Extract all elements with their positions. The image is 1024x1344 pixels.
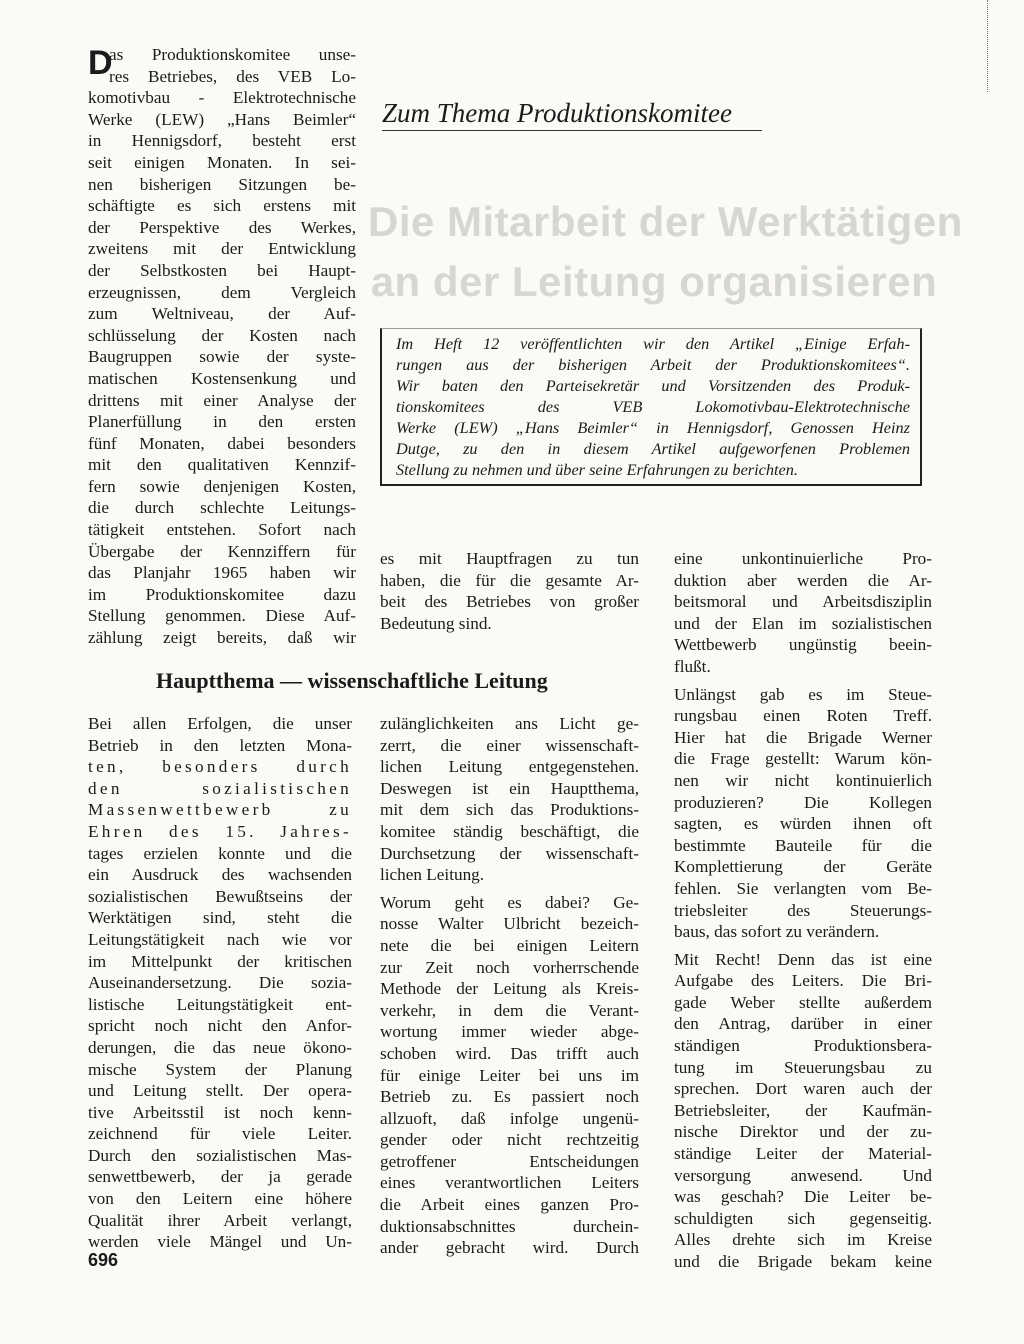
text-line: versorgung anwesend. Und: [674, 1165, 932, 1185]
middle-column-top: [380, 548, 639, 634]
middle-column-bottom: [380, 713, 639, 1259]
text-line: nen wir nicht kontinuierlich: [674, 770, 932, 790]
text-line: schuldigten sich gegenseitig.: [674, 1208, 932, 1228]
text-line: nen bisherigen Sitzungen be-: [88, 174, 356, 194]
text-line: zur Zeit noch vorherrschende: [380, 957, 639, 977]
text-line: tung im Steuerungsbau zu: [674, 1057, 932, 1077]
text-line: rungsbau einen Roten Treff.: [674, 706, 932, 726]
headline: [368, 192, 963, 312]
text-line: die Arbeit eines ganzen Pro-: [380, 1195, 639, 1215]
text-line: ten, besonders durch: [88, 757, 352, 777]
text-line: es mit Hauptfragen zu tun: [380, 549, 639, 568]
text-line: Werktätigen sind, steht die: [88, 908, 352, 928]
text-line: bestimmte Bauteile für die: [674, 835, 932, 855]
text-line: den sozialistischen: [88, 778, 352, 798]
text-line: seit einigen Monaten. In sei-: [88, 152, 356, 172]
text-line: Unlängst gab es im Steue-: [674, 684, 932, 704]
text-line: Dutge, zu den in diesem Artikel aufgeworfenen Problemen: [396, 439, 910, 458]
text-line: schlüsselung der Kosten nach: [88, 325, 356, 345]
text-line: Bei allen Erfolgen, die unser: [88, 714, 352, 733]
text-line: im Mittelpunkt der kritischen: [88, 951, 352, 971]
text-line: tive Arbeitsstil ist noch kenn-: [88, 1102, 352, 1122]
text-line: erzeugnissen, dem Vergleich: [88, 282, 356, 302]
text-line: fünf Monaten, dabei besonders: [88, 433, 356, 453]
drop-cap: D: [88, 44, 113, 82]
text-line: spricht noch nicht den Anfor-: [88, 1016, 352, 1036]
text-line: Auseinandersetzung. Die sozia-: [88, 973, 352, 993]
text-line: gade Weber stellte außerdem: [674, 992, 932, 1012]
text-line: das Planjahr 1965 haben wir: [88, 563, 356, 583]
text-line: komitee ständig beschäftigt, die: [380, 821, 639, 841]
text-line: eine unkontinuierliche Pro-: [674, 549, 932, 568]
text-line: Leitungstätigkeit nach wie vor: [88, 929, 352, 949]
text-line: sagten, es würden ihnen oft: [674, 814, 932, 834]
text-line: Aufgabe des Leiters. Die Bri-: [674, 971, 932, 991]
text-line: ständigen Produktionsbera-: [674, 1036, 932, 1056]
text-line: ander gebracht wird. Durch: [380, 1238, 639, 1258]
text-line: sozialistischen Bewußtseins der: [88, 886, 352, 906]
text-line: Übergabe der Kennziffern für: [88, 541, 356, 561]
text-line: zulänglichkeiten ans Licht ge-: [380, 714, 639, 733]
text-line: rungen aus der bisherigen Arbeit der Produktionskomitees“.: [396, 355, 910, 374]
text-line: fern sowie denjenigen Kosten,: [88, 476, 356, 496]
text-line: und die Brigade bekam keine: [674, 1252, 932, 1271]
text-line: tages erzielen konnte und die: [88, 843, 352, 863]
text-line: was geschah? Die Leiter be-: [674, 1187, 932, 1207]
text-line: im Produktionskomitee dazu: [88, 584, 356, 604]
text-line: res Betriebes, des VEB Lo-: [109, 66, 356, 86]
text-line: und Leitung stellt. Der opera-: [88, 1081, 352, 1101]
text-line: zeichnend für viele Leiter.: [88, 1124, 352, 1144]
text-line: flußt.: [674, 656, 711, 676]
text-line: Hier hat die Brigade Werner: [674, 727, 932, 747]
text-line: Planerfüllung in den ersten: [88, 412, 356, 432]
text-line: duktion aber werden die Ar-: [674, 570, 932, 590]
text-line: Mit Recht! Denn das ist eine: [674, 949, 932, 969]
text-line: Komplettierung der Geräte: [674, 857, 932, 877]
text-line: Werke (LEW) „Hans Beimler“ in Hennigsdorf, Genossen Heinz: [396, 418, 910, 437]
text-line: nische Direktor und der zu-: [674, 1122, 932, 1142]
text-line: mische System der Planung: [88, 1059, 352, 1079]
section-heading: Hauptthema — wissenschaftliche Leitung: [156, 668, 548, 693]
text-line: mit den qualitativen Kennzif-: [88, 455, 356, 475]
text-line: beitsmoral und Arbeitsdisziplin: [674, 592, 932, 612]
left-column-bottom: [88, 713, 352, 1253]
text-line: Ehren des 15. Jahres-: [88, 821, 352, 841]
text-line: derungen, die das neue ökono-: [88, 1037, 352, 1057]
text-line: haben, die für die gesamte Ar-: [380, 570, 639, 590]
text-line: wortung immer wieder abge-: [380, 1022, 639, 1042]
intro-column: [88, 44, 356, 649]
text-line: Bedeutung sind.: [380, 613, 492, 633]
text-line: Betrieb in den letzten Mona-: [88, 735, 352, 755]
lead-box: [380, 328, 922, 486]
text-line: der Perspektive des Werkes,: [88, 217, 356, 237]
text-line: triebsleiter des Steuerungs-: [674, 900, 932, 920]
text-line: ein Ausdruck des wachsenden: [88, 865, 352, 885]
text-line: Massenwettbewerb zu: [88, 800, 352, 820]
text-line: Betrieb zu. Es passiert noch: [380, 1087, 639, 1107]
text-line: baus, das sofort zu verändern.: [674, 922, 880, 942]
text-line: zerrt, die einer wissenschaft-: [380, 735, 639, 755]
text-line: Baugruppen sowie der syste-: [88, 347, 356, 367]
text-line: und der Elan im sozialistischen: [674, 613, 932, 633]
text-line: fehlen. Sie verlangten vom Be-: [674, 878, 932, 898]
text-line: eines verantwortlichen Leiters: [380, 1173, 639, 1193]
text-line: tätigkeit entstehen. Sofort nach: [88, 520, 356, 540]
text-line: zweitens mit der Entwicklung: [88, 239, 356, 259]
text-line: die Frage gestellt: Warum kön-: [674, 749, 932, 769]
text-line: Stellung genommen. Diese Auf-: [88, 606, 356, 626]
text-line: schäftigte es sich erstens mit: [88, 196, 356, 216]
text-line: Werke (LEW) „Hans Beimler“: [88, 109, 356, 129]
text-line: nete die bei einigen Leitern: [380, 935, 639, 955]
text-line: nosse Walter Ulbricht bezeich-: [380, 914, 639, 934]
text-line: ständige Leiter der Material-: [674, 1144, 932, 1164]
text-line: Stellung zu nehmen und über seine Erfahrungen zu berichten.: [396, 460, 798, 479]
text-line: Worum geht es dabei? Ge-: [380, 892, 639, 912]
text-line: in Hennigsdorf, besteht erst: [88, 131, 356, 151]
text-line: komotivbau - Elektrotechnische: [88, 88, 356, 108]
text-line: as Produktionskomitee unse-: [109, 45, 356, 64]
text-line: den Antrag, darüber in einer: [674, 1014, 932, 1034]
text-line: verkehr, in dem die Verant-: [380, 1000, 639, 1020]
text-line: senwettbewerb, der ja gerade: [88, 1167, 352, 1187]
text-line: drittens mit einer Analyse der: [88, 390, 356, 410]
text-line: mit dem sich das Produktions-: [380, 800, 639, 820]
text-line: für einige Leiter bei uns im: [380, 1065, 639, 1085]
text-line: die durch schlechte Leitungs-: [88, 498, 356, 518]
text-line: schoben wird. Das trifft auch: [380, 1043, 639, 1063]
text-line: Durch den sozialistischen Mas-: [88, 1145, 352, 1165]
intro-text: [88, 44, 356, 649]
text-line: Durchsetzung der wissenschaft-: [380, 843, 639, 863]
text-line: Wir baten den Parteisekretär und Vorsitzenden des Produk-: [396, 376, 910, 395]
text-line: getroffener Entscheidungen: [380, 1151, 639, 1171]
text-line: lichen Leitung.: [380, 865, 485, 885]
text-line: beit des Betriebes von großer: [380, 592, 639, 612]
text-line: sprechen. Dort waren auch der: [674, 1079, 932, 1099]
text-line: Wettbewerb ungünstig beein-: [674, 635, 932, 655]
headline-line-1: Die Mitarbeit der Werktätigen: [368, 198, 963, 245]
text-line: Im Heft 12 veröffentlichten wir den Artikel „Einige Erfah-: [396, 334, 910, 353]
text-line: Betriebsleiter, der Kaufmän-: [674, 1100, 932, 1120]
page-edge-mark: [987, 0, 994, 92]
text-line: produzieren? Die Kollegen: [674, 792, 932, 812]
text-line: allzuoft, daß infolge ungenü-: [380, 1108, 639, 1128]
text-line: Deswegen ist ein Hauptthema,: [380, 778, 639, 798]
text-line: Alles drehte sich im Kreise: [674, 1230, 932, 1250]
kicker-title: Zum Thema Produktionskomitee: [382, 96, 762, 131]
text-line: von den Leitern eine höhere: [88, 1189, 352, 1209]
text-line: werden viele Mängel und Un-: [88, 1232, 352, 1252]
text-line: duktionsabschnittes durchein-: [380, 1216, 639, 1236]
text-line: Methode der Leitung als Kreis-: [380, 979, 639, 999]
text-line: tionskomitees des VEB Lokomotivbau-Elektrotechnische: [396, 397, 910, 416]
text-line: zum Weltniveau, der Auf-: [88, 304, 356, 324]
text-line: der Selbstkosten bei Haupt-: [88, 260, 356, 280]
text-line: matischen Kostensenkung und: [88, 368, 356, 388]
text-line: gender oder nicht rechtzeitig: [380, 1130, 639, 1150]
text-line: zählung zeigt bereits, daß wir: [88, 628, 356, 648]
page-number: 696: [88, 1250, 119, 1270]
text-line: lichen Leitung entgegenstehen.: [380, 757, 639, 777]
text-line: listische Leitungstätigkeit ent-: [88, 994, 352, 1014]
right-column: [674, 548, 932, 1273]
headline-line-2: an der Leitung organisieren: [370, 258, 938, 305]
text-line: Qualität ihrer Arbeit verlangt,: [88, 1210, 352, 1230]
